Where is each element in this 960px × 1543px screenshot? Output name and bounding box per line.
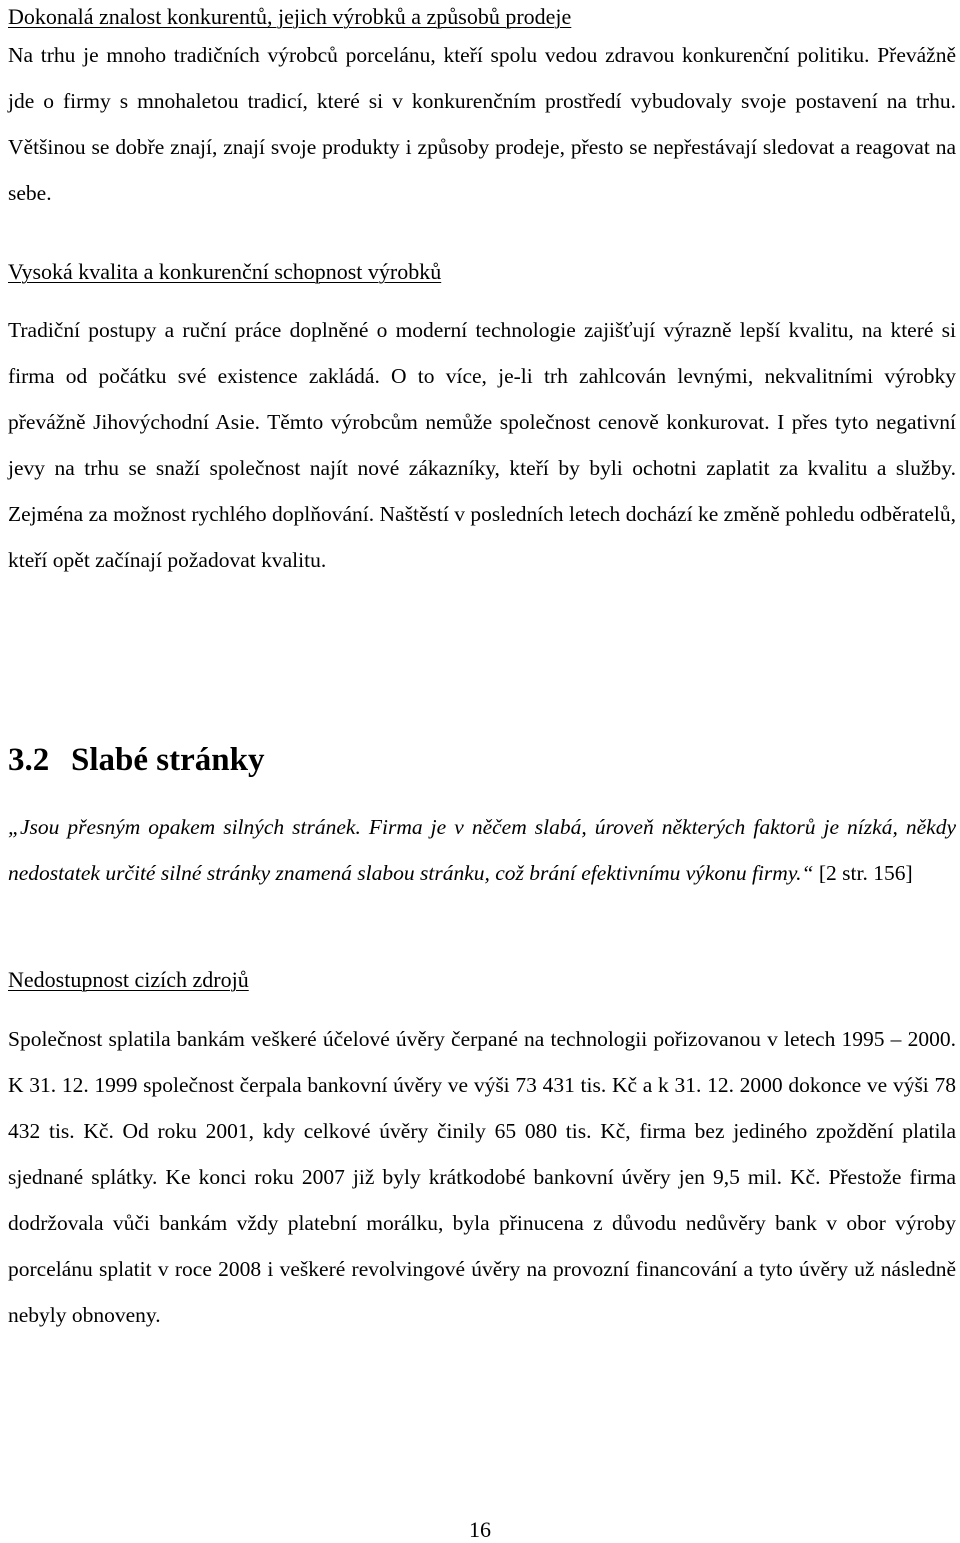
chapter-title: Slabé stránky <box>71 742 265 778</box>
paragraph-external-funding: Společnost splatila bankám veškeré účelové úvěry čerpané na technologii pořizovanou v letech 1995 – 2000. K 31. 12. 1999 společnost čerpala bankovní úvěry ve výši 73 431 tis. Kč a k 31. 12. 2000 dokonce ve výši 78 432 tis. Kč. Od roku 2001, kdy celkové úvěry činily 65 080 tis. Kč, firma bez jediného zpoždění platila sjednané splátky. Ke konci roku 2007 již byly krátkodobé bankovní úvěry jen 9,5 mil. Kč. Přestože firma dodržovala vůči bankám vždy platební morálku, byla přinucena z důvodu nedůvěry bank v obor výroby porcelánu splatit v roce 2008 i veškeré revolvingové úvěry na provozní financování a tyto úvěry už následně nebyly obnoveny. <box>8 1027 956 1327</box>
section-heading-quality: Vysoká kvalita a konkurenční schopnost výrobků <box>8 259 442 284</box>
page-number: 16 <box>469 1517 491 1542</box>
section-heading-competitors: Dokonalá znalost konkurentů, jejich výrobků a způsobů prodeje <box>8 4 572 29</box>
definition-quote <box>8 804 956 896</box>
quote-text: „Jsou přesným opakem silných stránek. Firma je v něčem slabá, úroveň některých faktorů je nízká, někdy nedostatek určité silné stránky znamená slabou stránku, což brání efektivnímu výkonu firmy.“ <box>8 815 956 885</box>
section-heading-external-funding: Nedostupnost cizích zdrojů <box>8 967 249 992</box>
chapter-number: 3.2 <box>8 742 50 778</box>
chapter-heading <box>8 740 264 780</box>
paragraph-quality: Tradiční postupy a ruční práce doplněné o moderní technologie zajišťují výrazně lepší kvalitu, na které si firma od počátku své existence zakládá. O to více, je-li trh zahlcován levnými, nekvalitními výrobky převážně Jihovýchodní Asie. Těmto výrobcům nemůže společnost cenově konkurovat. I přes tyto negativní jevy na trhu se snaží společnost najít nové zákazníky, kteří by byli ochotni zaplatit za kvalitu a služby. Zejména za možnost rychlého doplňování. Naštěstí v posledních letech dochází ke změně pohledu odběratelů, kteří opět začínají požadovat kvalitu. <box>8 318 956 572</box>
quote-citation: [2 str. 156] <box>813 861 913 885</box>
paragraph-competitors: Na trhu je mnoho tradičních výrobců porcelánu, kteří spolu vedou zdravou konkurenční politiku. Převážně jde o firmy s mnohaletou tradicí, které si v konkurenčním prostředí vybudovaly svoje postavení na trhu. Většinou se dobře znají, znají svoje produkty i způsoby prodeje, přesto se nepřestávají sledovat a reagovat na sebe. <box>8 43 956 205</box>
